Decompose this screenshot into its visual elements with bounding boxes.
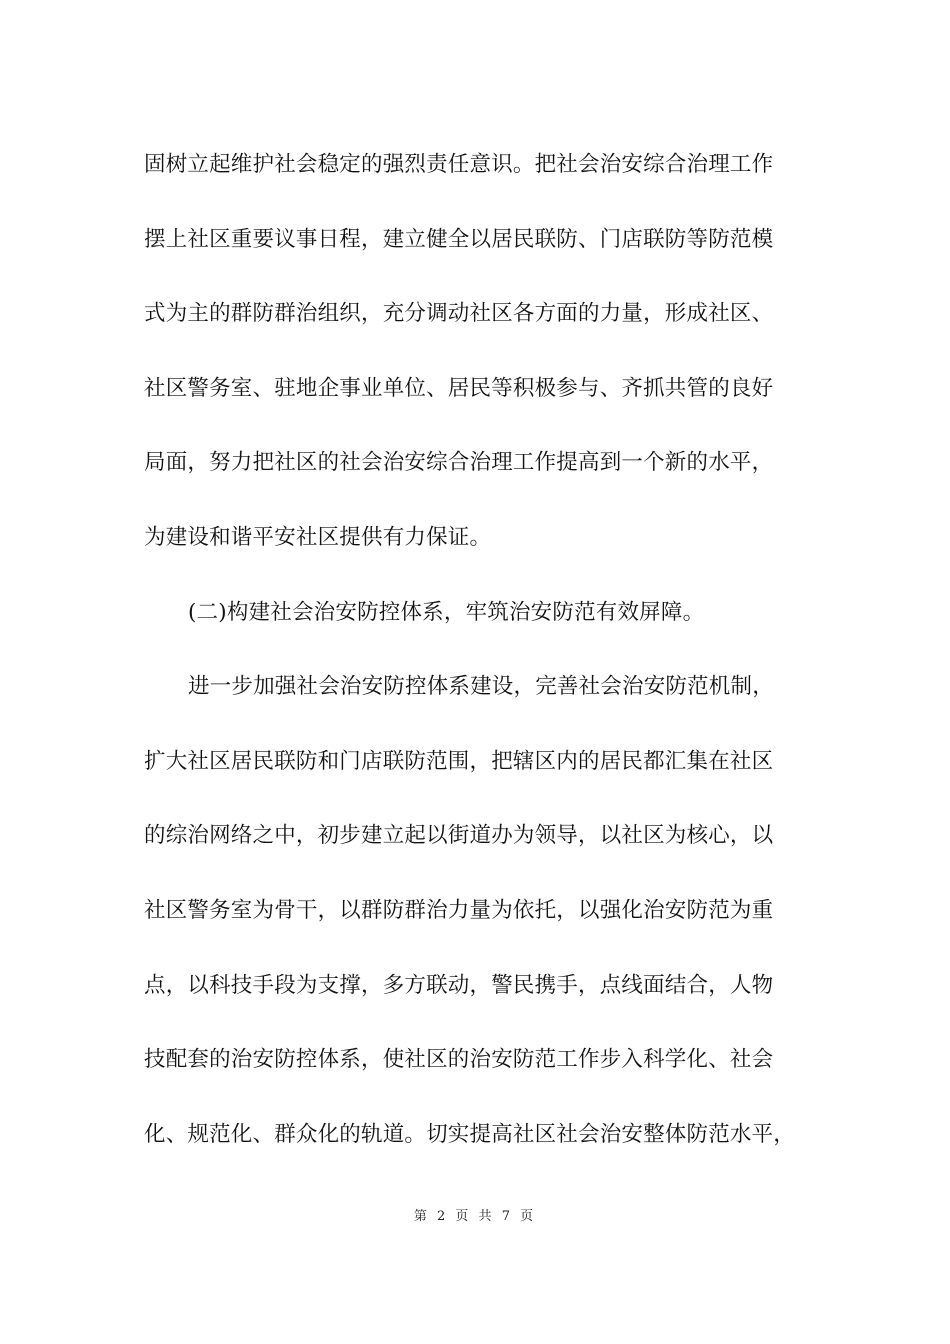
text-line: 为建设和谐平安社区提供有力保证。 [144, 524, 492, 550]
text-line: 固树立起维护社会稳定的强烈责任意识。把社会治安综合治理工作 [144, 152, 774, 177]
section-heading: (二)构建社会治安防控体系，牢筑治安防范有效屏障。 [188, 599, 705, 625]
text-line: 社区警务室为骨干，以群防群治力量为依托，以强化治安防范为重 [144, 897, 774, 923]
text-line: 局面，努力把社区的社会治安综合治理工作提高到一个新的水平， [144, 450, 774, 476]
text-line: 进一步加强社会治安防控体系建设，完善社会治安防范机制， [188, 674, 774, 700]
text-line: 社区警务室、驻地企事业单位、居民等积极参与、齐抓共管的良好 [144, 375, 774, 401]
text-line: 技配套的治安防控体系，使社区的治安防范工作步入科学化、社会 [144, 1047, 774, 1073]
text-line: 点，以科技手段为支撑，多方联动，警民携手，点线面结合，人物 [144, 972, 774, 998]
body-text [144, 128, 824, 1172]
text-line: 式为主的群防群治组织，充分调动社区各方面的力量，形成社区、 [144, 301, 774, 327]
page-number-footer: 第 2 页 共 7 页 [413, 1209, 537, 1224]
text-line: 摆上社区重要议事日程，建立健全以居民联防、门店联防等防范模 [144, 226, 774, 252]
text-line: 的综治网络之中，初步建立起以街道办为领导，以社区为核心，以 [144, 823, 774, 849]
text-line: 扩大社区居民联防和门店联防范围，把辖区内的居民都汇集在社区 [144, 748, 774, 774]
text-line: 化、规范化、群众化的轨道。切实提高社区社会治安整体防范水平， [144, 1121, 796, 1147]
